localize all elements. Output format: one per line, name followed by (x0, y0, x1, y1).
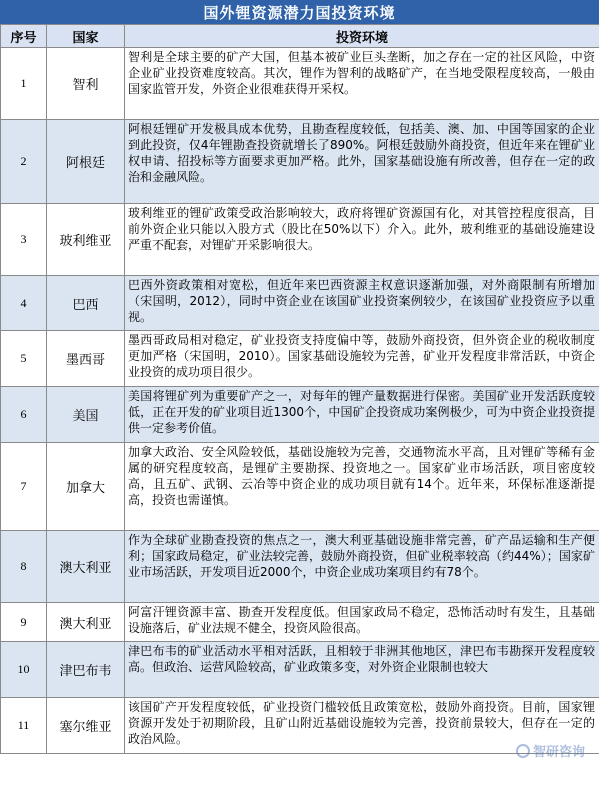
row-country: 加拿大 (47, 443, 125, 531)
row-index: 11 (1, 698, 47, 754)
row-country: 巴西 (47, 276, 125, 331)
row-environment: 阿根廷锂矿开发极具成本优势，且勘查程度较低，包括美、澳、加、中国等国家的企业到此投资，仅4年锂勘查投资就增长了890%。阿根廷鼓励外商投资，但近年来在锂矿业权申请、招投标等方面要求更加严格。此外，国家基础设施有所改善，但存在一定的政治和金融风险。 (125, 120, 599, 204)
table-row (1, 387, 599, 443)
table-row (1, 48, 599, 120)
row-country: 阿根廷 (47, 120, 125, 204)
row-environment: 加拿大政治、安全风险较低，基础设施较为完善，交通物流水平高，且对锂矿等稀有金属的研究程度较高，是锂矿主要勘探、投资地之一。国家矿业市场活跃，项目密度较高，且五矿、武钢、云冶等中资企业的成功项目就有14个。近年来，环保标准逐渐提高，投资也需谨慎。 (125, 443, 599, 531)
investment-environment-table (0, 24, 599, 754)
header-country: 国家 (47, 25, 125, 48)
row-country: 津巴布韦 (47, 642, 125, 698)
row-environment: 美国将锂矿列为重要矿产之一，对每年的锂产量数据进行保密。美国矿业开发活跃度较低，正在开发的矿业项目近1300个，中国矿企投资成功案例极少，可为中资企业投资提供一定参考价值。 (125, 387, 599, 443)
table-row (1, 642, 599, 698)
row-country: 墨西哥 (47, 331, 125, 387)
table-row (1, 443, 599, 531)
table-row (1, 204, 599, 276)
row-environment: 墨西哥政局相对稳定，矿业投资支持度偏中等，鼓励外商投资，但外资企业的税收制度更加严格（宋国明，2010）。国家基础设施较为完善，矿业开发程度非常活跃，中资企业投资的成功项目很少。 (125, 331, 599, 387)
table-row (1, 331, 599, 387)
header-index: 序号 (1, 25, 47, 48)
row-environment: 玻利维亚的锂矿政策受政治影响较大，政府将锂矿资源国有化，对其管控程度很高，目前外资企业只能以入股方式（股比在50%以下）介入。此外，玻利维亚的基础设施建设严重不配套，对锂矿开采影响很大。 (125, 204, 599, 276)
table-row (1, 531, 599, 603)
row-index: 7 (1, 443, 47, 531)
row-index: 9 (1, 603, 47, 642)
row-environment: 阿富汗锂资源丰富、勘查开发程度低。但国家政局不稳定，恐怖活动时有发生，且基础设施落后，矿业法规不健全，投资风险很高。 (125, 603, 599, 642)
row-environment: 巴西外资政策相对宽松，但近年来巴西资源主权意识逐渐加强，对外商限制有所增加（宋国明，2012），同时中资企业在该国矿业投资案例较少，在该国矿业投资应予以重视。 (125, 276, 599, 331)
row-country: 塞尔维亚 (47, 698, 125, 754)
row-index: 1 (1, 48, 47, 120)
row-index: 5 (1, 331, 47, 387)
row-index: 2 (1, 120, 47, 204)
row-index: 3 (1, 204, 47, 276)
row-country: 澳大利亚 (47, 531, 125, 603)
row-country: 智利 (47, 48, 125, 120)
table-header-row (1, 25, 599, 48)
row-environment: 作为全球矿业勘查投资的焦点之一，澳大利亚基础设施非常完善，矿产品运输和生产便利；国家政局稳定，矿业法较完善，鼓励外商投资，但矿业税率较高（约44%）；国家矿业市场活跃，开发项目近2000个，中资企业成功案项目约有78个。 (125, 531, 599, 603)
row-index: 6 (1, 387, 47, 443)
row-index: 4 (1, 276, 47, 331)
table-row (1, 698, 599, 754)
watermark (516, 741, 585, 760)
watermark-text: 智研咨询 (532, 745, 585, 760)
table-row (1, 120, 599, 204)
header-environment: 投资环境 (125, 25, 599, 48)
row-country: 澳大利亚 (47, 603, 125, 642)
watermark-logo-icon (516, 744, 530, 758)
table-row (1, 276, 599, 331)
row-index: 10 (1, 642, 47, 698)
row-country: 玻利维亚 (47, 204, 125, 276)
table-row (1, 603, 599, 642)
row-index: 8 (1, 531, 47, 603)
row-environment: 智利是全球主要的矿产大国，但基本被矿业巨头垄断，加之存在一定的社区风险，中资企业矿业投资难度较高。其次，锂作为智利的战略矿产，在当地受限程度较高，一般由国家监管开发，外资企业很难获得开采权。 (125, 48, 599, 120)
table-title: 国外锂资源潜力国投资环境 (0, 0, 599, 24)
row-country: 美国 (47, 387, 125, 443)
row-environment: 该国矿产开发程度较低，矿业投资门槛较低且政策宽松，鼓励外商投资。目前，国家锂资源开发处于初期阶段，且矿山附近基础设施较为完善，投资前景较大，但存在一定的政治风险。 (125, 698, 599, 754)
row-environment: 津巴布韦的矿业活动水平相对活跃，且相较于非洲其他地区，津巴布韦勘探开发程度较高。但政治、运营风险较高，矿业政策多变，对外资企业限制也较大 (125, 642, 599, 698)
